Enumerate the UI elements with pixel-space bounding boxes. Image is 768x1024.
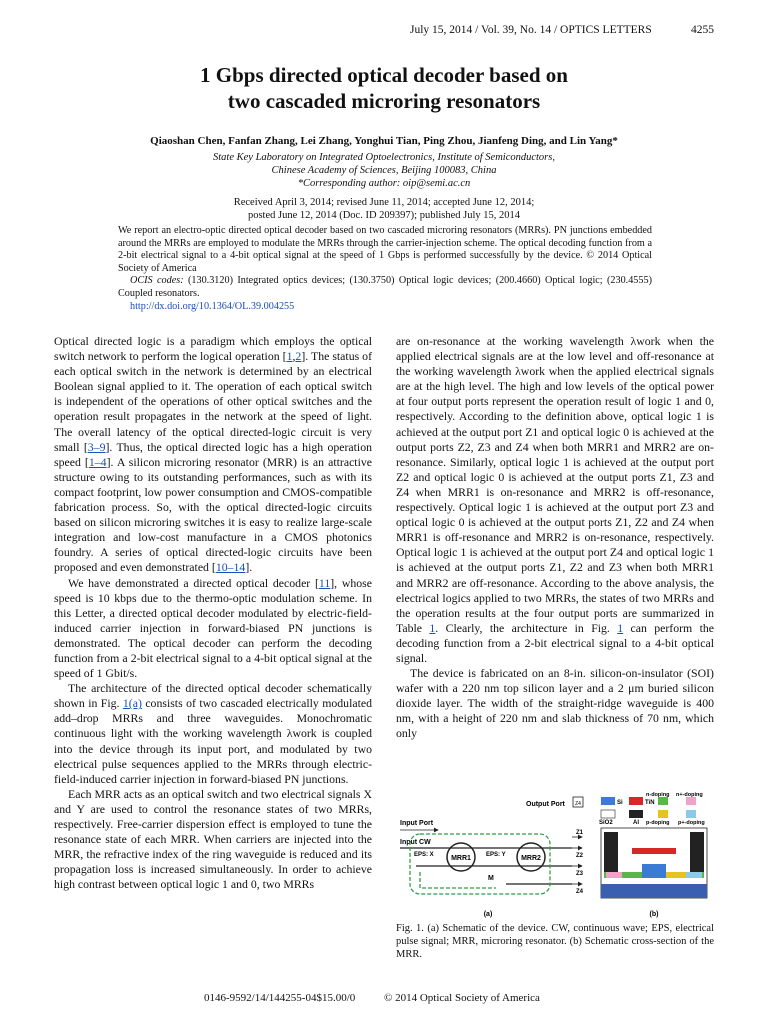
ocis-label: OCIS codes: [130, 275, 184, 287]
paragraph: Each MRR acts as an optical switch and two electrical signals X and Y are used to control the resonance states of two MRRs, respectively. Free-carrier dispersion effect is employed to tune the resonance state of each MRR. When carriers are injected into the MRR, the refractive index of the ring waveguide is reduced and its propagation loss is increased simultaneously. In order to achieve high contrast between optical logic 1 and 0, two MRRs [54, 786, 372, 892]
z4-label: Z4 [576, 889, 584, 895]
affiliation [0, 151, 768, 190]
publication-dates [0, 196, 768, 222]
text-run: ]. A silicon microring resonator (MRR) is an attractive structure owing to its outstanding performances, such as with its compact footprint, low power consumption and CMOS-compatible fabrication process. So, with the optical directed-logic circuits based on silicon microring switches it is easy to realize large-scale integration and low-cost manufacture in a CMOS photonics foundry. A series of optical directed-logic circuits have been proposed and even demonstrated [ [54, 454, 372, 575]
legend-nplus-label: n+-doping [676, 792, 703, 798]
panel-a-label: (a) [483, 911, 493, 918]
legend-si-swatch [601, 797, 615, 805]
author-list: Qiaoshan Chen, Fanfan Zhang, Lei Zhang, Yonghui Tian, Ping Zhou, Jianfeng Ding, and Lin Yang* [150, 135, 618, 147]
left-column [54, 334, 372, 892]
page-number: 4255 [691, 24, 714, 36]
text-run: The architecture of the directed optical decoder schematically shown in Fig. [54, 681, 372, 711]
abstract-text: We report an electro-optic directed optical decoder based on two cascaded microring resonators (MRRs). PN junctions embedded around the MRRs are employed to modulate the MRRs through the carrier-injection scheme. The optical decoding function from a 2-bit electrical signal to a 4-bit optical signal at the speed of 1 Gbps is performed successfully by the device. © 2014 Optical Society of America [118, 225, 652, 274]
text-run: consists of two cascaded electrically modulated add–drop MRRs and three waveguides. Monochromatic continuous light with the working wavelength λwork is coupled into the device through its input port, and modulated by two electrical pulse sequences applied to the MRRs through electric-field-induced carrier injection in forward-biased PN junctions. [54, 696, 373, 786]
legend-nplus-swatch [686, 797, 696, 805]
abstract [118, 225, 652, 313]
legend-pplus-swatch [686, 810, 696, 818]
n-plus-region [606, 872, 622, 878]
text-run: ], whose speed is 10 kbps due to the thermo-optic modulation scheme. In this Letter, a directed optical decoder modulated by electric-field-induced carrier injection in forward-biased PN junctions is demonstrated. The optical decoder can perform the decoding function from a 2-bit electrical signal to a 4-bit optical signal at the speed of 1 Gbit/s. [54, 575, 372, 681]
right-column [396, 334, 714, 742]
al-contact-left [604, 832, 618, 872]
si-substrate [601, 884, 707, 898]
figure-link[interactable]: 1(a) [122, 696, 142, 711]
paragraph [54, 681, 372, 787]
mrr1-label: MRR1 [451, 855, 471, 862]
title-line-2: two cascaded microring resonators [227, 89, 541, 113]
article-code: 0146-9592/14/144255-04$15.00/0 [204, 992, 356, 1004]
z4-top-label: Z4 [575, 801, 581, 807]
text-run: are on-resonance at the working wavelength λwork when the applied electrical signals are at the low level and off-resonance at the working wavelength λwork when the applied electrical signals are at the high level. The high and low levels of the optical power at four output ports represent the operation result of logic 1 and 0, respectively. According to the definition above, optical logic 1 is achieved at the output port Z1 and optical logic 0 is achieved at the output ports Z2, Z3 and Z4 when both MRR1 and MRR2 are on-resonance. Similarly, optical logic 1 is achieved at the output port Z2 and optical logic 0 is achieved at the output ports Z1, Z3 and Z4 when MRR1 is on-resonance and MRR2 is off-resonance, respectively. Optical logic 1 is achieved at the output port Z3 and optical logic 0 is achieved at the output ports Z1, Z2 and Z4 when MRR1 is off-resonance and MRR2 is on-resonance, respectively. Optical logic 1 is achieved at the output port Z4 and optical logic 1 is achieved at the output ports Z1, Z2 and Z3 when both MRR1 and MRR2 are off-resonance. According to the above analysis, the electrical logics applied to two MRRs, the states of two MRRs and the operation results at the four output ports are summarized in Table [396, 334, 714, 635]
text-run: Optical directed logic is a paradigm which employs the optical switch network to perform the logical operation [ [54, 334, 372, 364]
dates-line-1: Received April 3, 2014; revised June 11, 2014; accepted June 12, 2014; [233, 197, 535, 208]
input-port-label: Input Port [400, 820, 434, 827]
text-run: , [292, 349, 296, 364]
text-run: . Clearly, the architecture in Fig. [435, 620, 618, 635]
paragraph [54, 334, 372, 576]
paragraph [54, 576, 372, 682]
footer-copyright: © 2014 Optical Society of America [384, 992, 540, 1004]
mrr2-label: MRR2 [521, 855, 541, 862]
legend-tin-label: TiN [645, 800, 655, 806]
legend-si-label: Si [617, 800, 623, 806]
table-link[interactable]: 1 [429, 620, 436, 635]
affiliation-line-2: Chinese Academy of Sciences, Beijing 100083, China [271, 165, 497, 176]
z2-label: Z2 [576, 853, 584, 859]
text-run: can perform the decoding function from a 2-bit electrical signal to a 4-bit optical signal. [396, 620, 714, 665]
legend-ndoping-swatch [658, 797, 668, 805]
reference-link[interactable]: 1–4 [88, 454, 107, 469]
eps-x-label: EPS: X [414, 852, 434, 858]
legend-sio2-label: SiO2 [599, 820, 613, 826]
input-cw-label: Input CW [400, 839, 431, 846]
legend-ndoping-label: n-doping [646, 792, 670, 798]
paragraph: The device is fabricated on an 8-in. silicon-on-insulator (SOI) wafer with a 220 nm top silicon layer and a 2 μm buried silicon dioxide layer. The width of the straight-ridge waveguide is 400 nm, with a height of 220 nm and slab thickness of 70 nm, which only [396, 666, 714, 741]
z1-label: Z1 [576, 830, 584, 836]
eps-y-label: EPS: Y [486, 852, 506, 858]
legend-sio2-swatch [601, 810, 615, 818]
ridge-waveguide [642, 864, 666, 878]
m-label: M [488, 875, 494, 882]
figure-1 [396, 792, 714, 922]
panel-b-label: (b) [649, 911, 659, 918]
text-run: ]. Thus, the optical directed logic has a high operation speed [ [54, 439, 373, 469]
legend-pplus-label: p+-doping [678, 820, 705, 826]
reference-link[interactable]: 2 [295, 349, 302, 364]
reference-link[interactable]: 3–9 [87, 439, 106, 454]
text-run: ]. The status of each optical switch in the network is determined by an electrical Boolean signal applied to it. The operation of each optical switch is independent of the operations of other optical switches and the operation result propagates in the network at the speed of light. The overall latency of the optical directed-logic circuit is very small [ [54, 349, 373, 454]
figure-link[interactable]: 1 [617, 620, 624, 635]
al-contact-right [690, 832, 704, 872]
figure-1-caption: Fig. 1. (a) Schematic of the device. CW, continuous wave; EPS, electrical pulse signal; MRR, microring resonator. (b) Schematic cross-section of the MRR. [396, 923, 714, 960]
legend-tin-swatch [629, 797, 643, 805]
legend-pdoping-label: p-doping [646, 820, 670, 826]
p-plus-region [686, 872, 702, 878]
text-run: ]. [245, 560, 253, 575]
corresponding-author: *Corresponding author: oip@semi.ac.cn [297, 178, 471, 189]
reference-link[interactable]: 11 [318, 575, 331, 590]
legend-al-swatch [629, 810, 643, 818]
p-doping-region [666, 872, 686, 878]
legend-al-label: Al [633, 820, 639, 826]
running-header [410, 24, 714, 36]
z3-label: Z3 [576, 871, 584, 877]
panel-a-schematic [400, 797, 584, 918]
text-run: We have demonstrated a directed optical decoder [ [68, 575, 319, 590]
paper-title [0, 62, 768, 114]
affiliation-line-1: State Key Laboratory on Integrated Optoelectronics, Institute of Semiconductors, [213, 152, 555, 163]
tin-heater [632, 848, 676, 854]
m-waveguide [420, 872, 496, 888]
reference-link[interactable]: 1 [286, 349, 293, 364]
doi-link[interactable]: http://dx.doi.org/10.1364/OL.39.004255 [130, 300, 295, 312]
output-port-label: Output Port [526, 801, 565, 808]
paragraph [396, 334, 714, 666]
journal-info: July 15, 2014 / Vol. 39, No. 14 / OPTICS LETTERS [410, 24, 652, 36]
title-line-1: 1 Gbps directed optical decoder based on [200, 63, 568, 87]
figure-1-drawing [396, 792, 714, 922]
dates-line-2: posted June 12, 2014 (Doc. ID 209397); published July 15, 2014 [247, 210, 521, 221]
ocis-codes: (130.3120) Integrated optics devices; (130.3750) Optical logic devices; (200.4660) Optical logic; (230.4555) Coupled resonators. [118, 275, 652, 299]
panel-b-cross-section [599, 792, 707, 918]
reference-link[interactable]: 10–14 [215, 560, 246, 575]
legend-pdoping-swatch [658, 810, 668, 818]
